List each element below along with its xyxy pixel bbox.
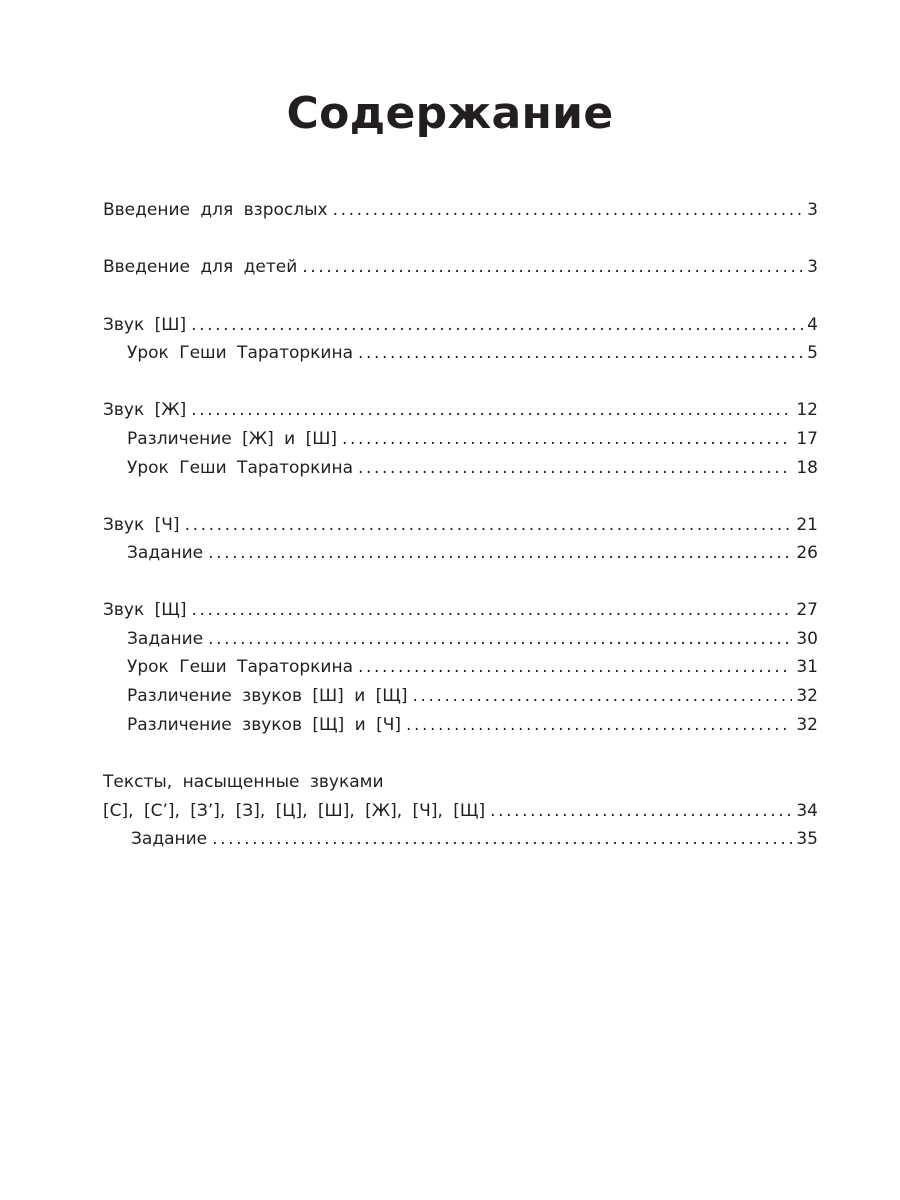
toc-page-number: 34 [796,801,818,821]
toc-leader-dots [191,313,803,337]
toc-leader-dots [191,398,792,422]
toc-page-number: 26 [796,543,818,563]
toc-entry-label: Различение [Ж] и [Ш] [127,429,338,449]
toc-entry-label: Задание [127,629,204,649]
toc-entry-intro-adults[interactable] [103,198,818,222]
toc-subentry-task[interactable] [127,541,818,565]
toc-entry-label: Звук [Ш] [103,315,187,335]
toc-leader-dots [333,198,804,222]
toc-leader-dots [208,627,792,651]
toc-entry-intro-children[interactable] [103,255,818,279]
toc-subentry-distinction-sh-shch[interactable] [127,684,818,708]
toc-entry-label: Урок Геши Тараторкина [127,657,354,677]
toc-page-number: 27 [796,600,818,620]
toc-entry-label: Задание [131,829,208,849]
toc-entry-label: Различение звуков [Щ] и [Ч] [127,715,401,735]
toc-page-number: 18 [796,458,818,478]
page-title: Содержание [286,88,614,139]
toc-subentry-lesson[interactable] [127,655,818,679]
toc-entry-label: Тексты, насыщенные звуками [103,772,384,792]
toc-leader-dots [185,513,793,537]
toc-page-number: 4 [807,315,818,335]
toc-entry-sound-zh[interactable] [103,398,818,422]
toc-leader-dots [192,598,793,622]
toc-leader-dots [413,684,793,708]
toc-entry-label: Введение для взрослых [103,200,328,220]
toc-subentry-distinction-zh-sh[interactable] [127,427,818,451]
toc-page-number: 3 [807,257,818,277]
toc-leader-dots [358,655,792,679]
toc-entry-sound-shch[interactable] [103,598,818,622]
toc-leader-dots [302,255,803,279]
toc-page-number: 17 [796,429,818,449]
toc-page-number: 12 [796,400,818,420]
toc-leader-dots [490,799,792,823]
toc-entry-label: Звук [Ж] [103,400,187,420]
toc-page-number: 21 [796,515,818,535]
toc-leader-dots [342,427,792,451]
toc-subentry-lesson[interactable] [127,456,818,480]
toc-subentry-task[interactable] [131,827,818,851]
toc-page-number: 31 [796,657,818,677]
toc-entry-sound-sh[interactable] [103,313,818,337]
toc-page-number: 3 [807,200,818,220]
toc-page-number: 32 [796,686,818,706]
toc-entry-texts-sounds[interactable] [103,799,818,823]
toc-subentry-distinction-shch-ch[interactable] [127,713,818,737]
toc-entry-label: Задание [127,543,204,563]
toc-entry-label: Урок Геши Тараторкина [127,458,354,478]
toc-entry-label: Введение для детей [103,257,298,277]
toc-page-number: 30 [796,629,818,649]
toc-entry-sound-ch[interactable] [103,513,818,537]
toc-entry-label: Звук [Щ] [103,600,187,620]
toc-entry-label: Звук [Ч] [103,515,180,535]
toc-subentry-lesson[interactable] [127,341,818,365]
toc-entry-texts-heading[interactable] [103,770,818,794]
toc-entry-label: Урок Геши Тараторкина [127,343,354,363]
toc-leader-dots [208,541,792,565]
toc-page-number: 5 [807,343,818,363]
toc-subentry-task[interactable] [127,627,818,651]
toc-leader-dots [406,713,792,737]
toc-leader-dots [358,456,792,480]
toc-page-number: 32 [796,715,818,735]
toc-page-number: 35 [796,829,818,849]
toc-entry-label: [С], [С’], [З’], [З], [Ц], [Ш], [Ж], [Ч], [Щ] [103,801,486,821]
toc-leader-dots [212,827,792,851]
toc-leader-dots [358,341,803,365]
toc-entry-label: Различение звуков [Ш] и [Щ] [127,686,408,706]
